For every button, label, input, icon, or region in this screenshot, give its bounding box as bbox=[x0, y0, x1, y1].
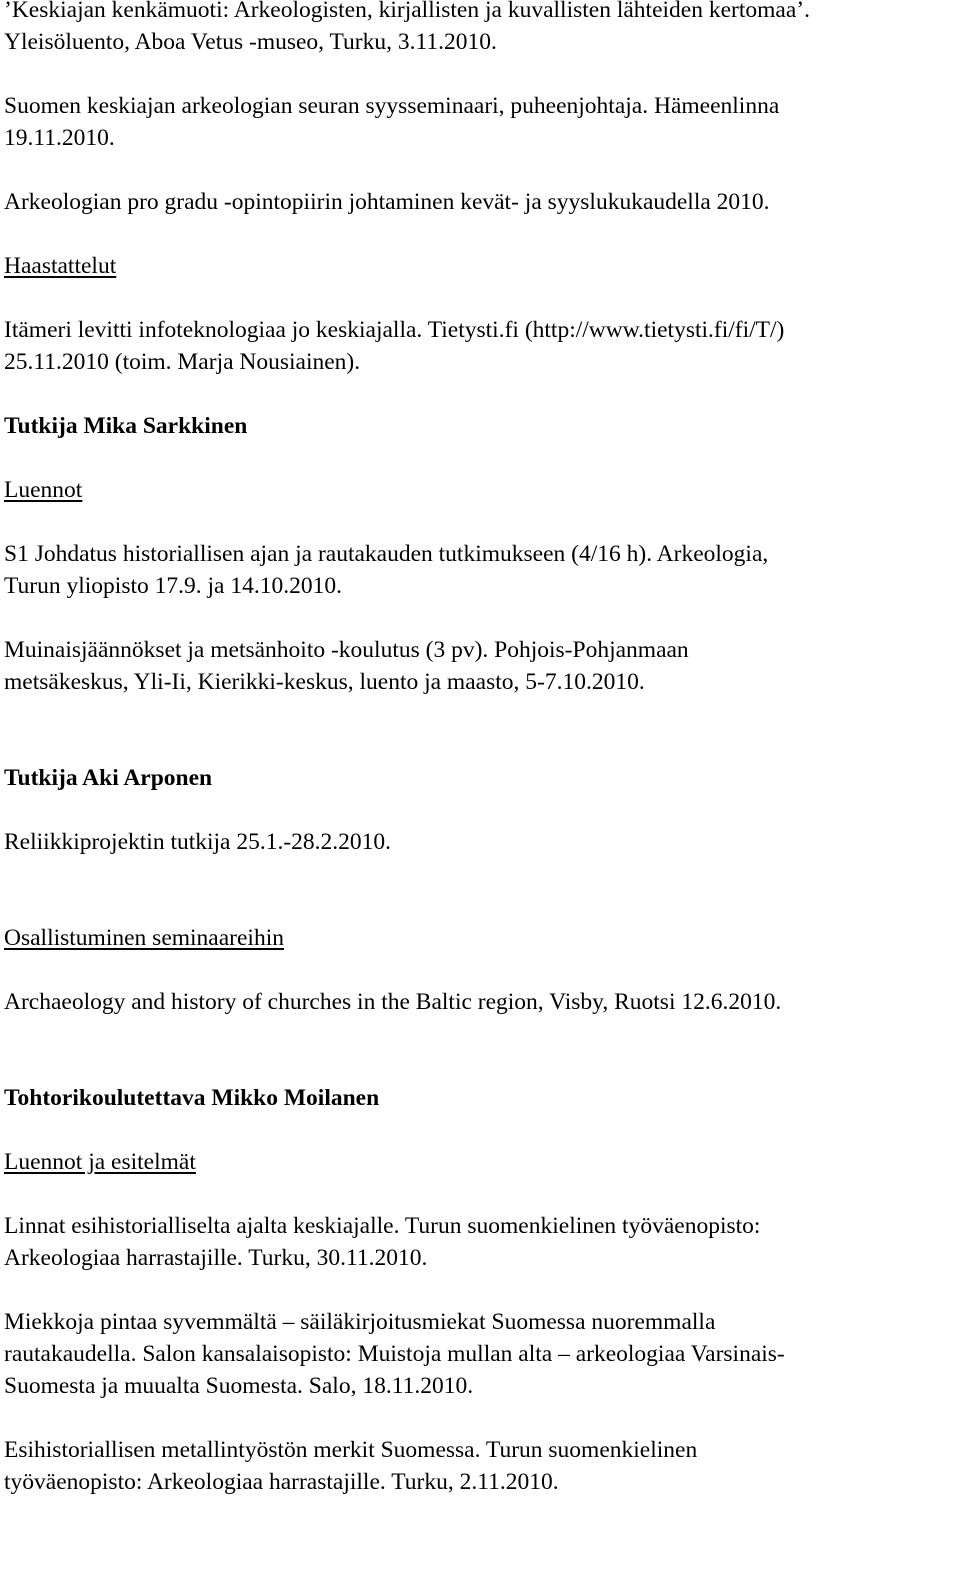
entry-line: S1 Johdatus historiallisen ajan ja rautakauden tutkimukseen (4/16 h). Arkeologia, bbox=[4, 541, 769, 567]
entry-line: rautakaudella. Salon kansalaisopisto: Muistoja mullan alta – arkeologiaa Varsinais- bbox=[4, 1341, 785, 1367]
person-heading-mikko-moilanen: Tohtorikoulutettava Mikko Moilanen bbox=[4, 1085, 380, 1111]
entry-line: Arkeologian pro gradu -opintopiirin johtaminen kevät- ja syyslukukaudella 2010. bbox=[4, 189, 770, 215]
entry-line: Suomesta ja muualta Suomesta. Salo, 18.11.2010. bbox=[4, 1373, 474, 1399]
entry-line: Reliikkiprojektin tutkija 25.1.-28.2.2010. bbox=[4, 829, 392, 855]
entry-line: Itämeri levitti infoteknologiaa jo keskiajalla. Tietysti.fi (http://www.tietysti.fi/fi/T/) bbox=[4, 317, 785, 343]
entry-line: metsäkeskus, Yli-Ii, Kierikki-keskus, luento ja maasto, 5-7.10.2010. bbox=[4, 669, 645, 695]
entry-line: Archaeology and history of churches in the Baltic region, Visby, Ruotsi 12.6.2010. bbox=[4, 989, 782, 1015]
entry-line: Suomen keskiajan arkeologian seuran syysseminaari, puheenjohtaja. Hämeenlinna bbox=[4, 93, 780, 119]
entry-line: työväenopisto: Arkeologiaa harrastajille. Turku, 2.11.2010. bbox=[4, 1469, 559, 1495]
entry-line: 19.11.2010. bbox=[4, 125, 115, 151]
entry-line: Esihistoriallisen metallintyöstön merkit Suomessa. Turun suomenkielinen bbox=[4, 1437, 698, 1463]
entry-line: Yleisöluento, Aboa Vetus -museo, Turku, 3.11.2010. bbox=[4, 29, 497, 55]
entry-line: Arkeologiaa harrastajille. Turku, 30.11.2010. bbox=[4, 1245, 428, 1271]
entry-line: Miekkoja pintaa syvemmältä – säiläkirjoitusmiekat Suomessa nuoremmalla bbox=[4, 1309, 716, 1335]
section-heading-osallistuminen-seminaareihin: Osallistuminen seminaareihin bbox=[4, 925, 284, 951]
person-heading-aki-arponen: Tutkija Aki Arponen bbox=[4, 765, 213, 791]
document-page bbox=[4, 0, 954, 1498]
entry-line: Muinaisjäännökset ja metsänhoito -koulutus (3 pv). Pohjois-Pohjanmaan bbox=[4, 637, 689, 663]
entry-line: Turun yliopisto 17.9. ja 14.10.2010. bbox=[4, 573, 342, 599]
entry-line: 25.11.2010 (toim. Marja Nousiainen). bbox=[4, 349, 361, 375]
person-heading-mika-sarkkinen: Tutkija Mika Sarkkinen bbox=[4, 413, 248, 439]
section-heading-haastattelut: Haastattelut bbox=[4, 253, 117, 279]
section-heading-luennot-ja-esitelmat: Luennot ja esitelmät bbox=[4, 1149, 196, 1175]
entry-line: Linnat esihistorialliselta ajalta keskiajalle. Turun suomenkielinen työväenopisto: bbox=[4, 1213, 761, 1239]
section-heading-luennot: Luennot bbox=[4, 477, 83, 503]
entry-line: ’Keskiajan kenkämuoti: Arkeologisten, kirjallisten ja kuvallisten lähteiden kertomaa’. bbox=[4, 0, 810, 23]
